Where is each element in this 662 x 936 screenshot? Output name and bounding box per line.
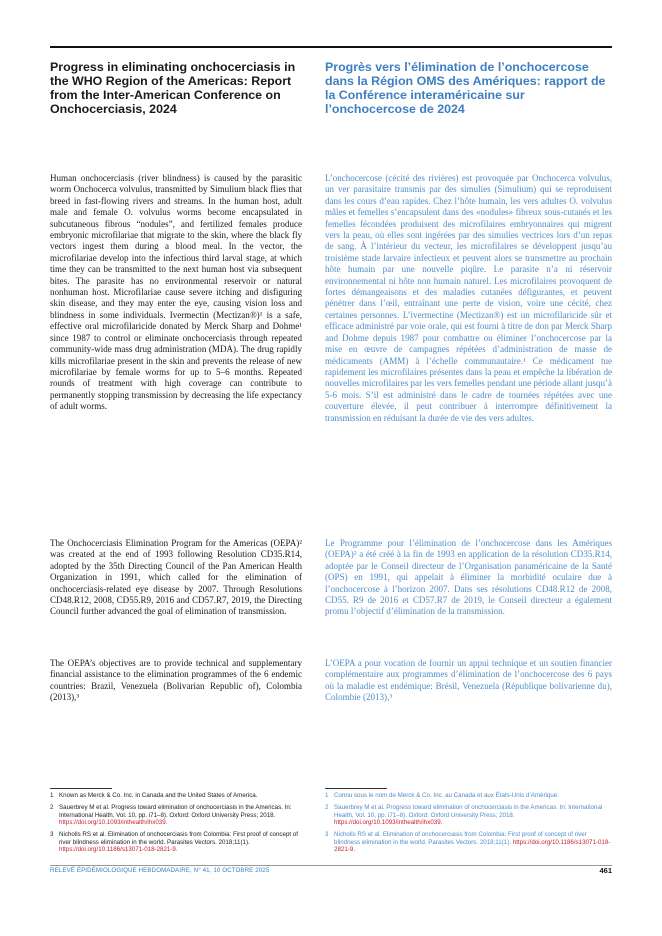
footnote-text: Nicholls RS et al. Elimination of onchocerciasis from Colombia: First proof of concept of river blindness elimination in the world. Parasites Vectors. 2018;11(1). [334,831,587,846]
english-footnote-2 [50,804,302,827]
french-p2: Le Programme pour l’élimination de l’onchocercose dans les Amériques (OEPA)² a été créé à la fin de 1993 en application de la résolution CD35.R14, adoptée par le Conseil directeur de l’Organisation panaméricaine de la Santé (OPS) en 1991, qui appelait à éliminer la morbidité oculaire due à l’onchocercose à l’horizon 2007. Dans ses résolutions CD48.R12 de 2008, CD55. R9 de 2016 et CD57.R7 de 2019, le Conseil directeur a également promu l’objectif d’élimination de la transmission. [325,538,612,617]
english-paragraph-3 [50,658,302,704]
english-paragraph-2 [50,538,302,618]
english-p2: The Onchocerciasis Elimination Program for the Americas (OEPA)² was created at the end of 1993 following Resolution CD35.R14, adopted by the 35th Directing Council of the Pan American Health Organization in 1991, which called for the elimination of onchocerciasis-related eye disease by 2007. Through Resolutions CD48.R12, 2008, CD55.R9, 2016 and CD57.R7, 2019, the Directing Council further advanced the goal of elimination of transmission. [50,538,302,617]
french-footnote-3 [325,831,612,854]
french-title: Progrès vers l’élimination de l’onchocercose dans la Région OMS des Amériques: rapport de la Conférence interaméricaine sur l’onchocercose de 2024 [325,60,606,116]
english-p3: The OEPA’s objectives are to provide technical and supplementary financial assistance to the elimination programmes of the 6 endemic countries: Brazil, Venezuela (Bolivarian Republic of), Colombia (2013),³ [50,658,302,703]
french-footnote-1 [325,792,612,800]
page-number: 461 [599,866,612,875]
footnote-number: 3 [50,831,54,838]
footnote-text: Nicholls RS et al. Elimination of onchocerciasis from Colombia: First proof of concept of river blindness elimination in the world. Parasites Vectors. 2018;11(1). [59,831,299,846]
english-title: Progress in eliminating onchocerciasis in the WHO Region of the Americas: Report from the Inter-American Conference on Onchocerciasis, 2024 [50,60,296,116]
footer-rule [50,865,612,866]
english-title-block [50,60,302,116]
footnote-link[interactable]: https://doi.org/10.1186/s13071-018-2821-9. [334,838,611,854]
footnote-number: 2 [325,804,329,811]
footnote-text: Sauerbrey M et al. Progress toward elimination of onchocerciasis in the Americas. In: International Health, Vol. 10, pp. i71–8). Oxford: Oxford University Press; 2018. [334,804,603,819]
french-paragraph-2 [325,538,612,618]
english-footnote-1 [50,792,302,800]
journal-footer: RELEVÉ ÉPIDÉMIOLOGIQUE HEBDOMADAIRE, N° 41, 10 OCTOBRE 2025 [50,867,270,874]
english-p1: Human onchocerciasis (river blindness) is caused by the parasitic worm Onchocerca volvulus, transmitted by Simulium black flies that breed in fast-flowing rivers and streams. In the human host, adult male and female O. volvulus worms become encapsulated in subcutaneous fibrous “nodules”, and fertilized females produce embryonic microfilariae that migrate to the skin, where the black fly vectors ingest them during a blood meal. In the vector, the microfilariae develop into the infectious third larval stage, at which time they can be transmitted to the next human host via subsequent bites. The parasite has no environmental reservoir or natural nonhuman host. Microfilariae cause severe itching and disfiguring skin disease, and they may enter the eye, causing vision loss and blindness in some individuals. Ivermectin (Mectizan®)¹ is a safe, effective oral microfilaricide donated by Merck Sharp and Dohme¹ since 1987 to control or eliminate onchocerciasis through repeated community-wide mass drug administration (MDA). The drug rapidly kills microfilariae present in the skin and prevents the release of new microfilariae by female worms for up to 5–6 months. Repeated rounds of treatment with high coverage can contribute to permanently stopping transmission by decreasing the life expectancy of adult worms. [50,173,302,412]
footnote-text: Sauerbrey M et al. Progress toward elimination of onchocerciasis in the Americas. In: International Health, Vol. 10, pp. i71–8). Oxford: Oxford University Press; 2018. [59,804,292,819]
footnote-text: Connu sous le nom de Merck & Co. Inc. au Canada et aux États-Unis d’Amérique. [334,792,559,799]
footnote-number: 3 [325,831,329,838]
footnote-number: 1 [325,792,329,799]
footnote-link[interactable]: https://doi.org/10.1093/inthealth/ihx039. [59,819,168,827]
english-footnote-rule [50,788,112,789]
footnote-link[interactable]: https://doi.org/10.1093/inthealth/ihx039. [334,819,443,827]
french-p3: L’OEPA a pour vocation de fournir un appui technique et un soutien financier complémentaire aux programmes d’élimination de l’onchocercose des 6 pays où la maladie est endémique: Brésil, Venezuela (République bolivarienne du), Colombie (2013),³ [325,658,612,703]
french-footnote-rule [325,788,387,789]
french-footnote-2 [325,804,612,827]
french-paragraph-1 [325,173,612,424]
english-footnote-3 [50,831,302,854]
footnote-link[interactable]: https://doi.org/10.1186/s13071-018-2821-9. [59,846,178,854]
footnote-number: 2 [50,804,54,811]
french-title-block [325,60,612,116]
footnote-number: 1 [50,792,54,799]
french-p1: L’onchocercose (cécité des rivières) est provoquée par Onchocerca volvulus, un ver parasitaire transmis par des simulies (Simulium) qui se reproduisent dans les cours d’eau rapides. Chez l’hôte humain, les vers adultes O. volvulus mâles et femelles s’encapsulent dans des «nodules» fibreux sous-cutanés et les femelles fécondées produisent des microfilaires embryonnaires qui migrent vers la peau, où elles sont ingérées par des simulies vectrices lors d’un repas de sang. À l’intérieur du vecteur, les microfilaires se développent jusqu’au troisième stade larvaire infectieux et peuvent alors se transmettre au prochain hôte humain par une nouvelle piqûre. Le parasite n’a ni réservoir environnemental ni hôte non humain naturel. Les microfilaires provoquent de fortes démangeaisons et des maladies cutanées défigurantes, et peuvent pénétrer dans l’œil, entraînant une perte de vision, voire une cécité, chez certaines personnes. L’ivermectine (Mectizan®) est un microfilaricide sûr et efficace administré par voie orale, qui est fourni à titre de don par Merck Sharp and Dohme depuis 1987 pour combattre ou éliminer l’onchocercose par la mise en œuvre de campagnes répétées d’administration de masse de médicaments (AMM) à l’échelle communautaire.¹ Ce médicament tue rapidement les microfilaires présentes dans la peau et empêche la libération de nouvelles microfilaires par les vers femelles pendant une période allant jusqu’à 5-6 mois. S’il est administré dans le cadre de tournées répétées avec une couverture élevée, il peut contribuer à interrompre définitivement la transmission en réduisant la durée de vie des vers adultes. [325,173,612,423]
english-paragraph-1 [50,173,302,413]
french-paragraph-3 [325,658,612,704]
footnote-text: Known as Merck & Co. Inc. in Canada and the United States of America. [59,792,258,799]
top-rule [50,46,612,48]
